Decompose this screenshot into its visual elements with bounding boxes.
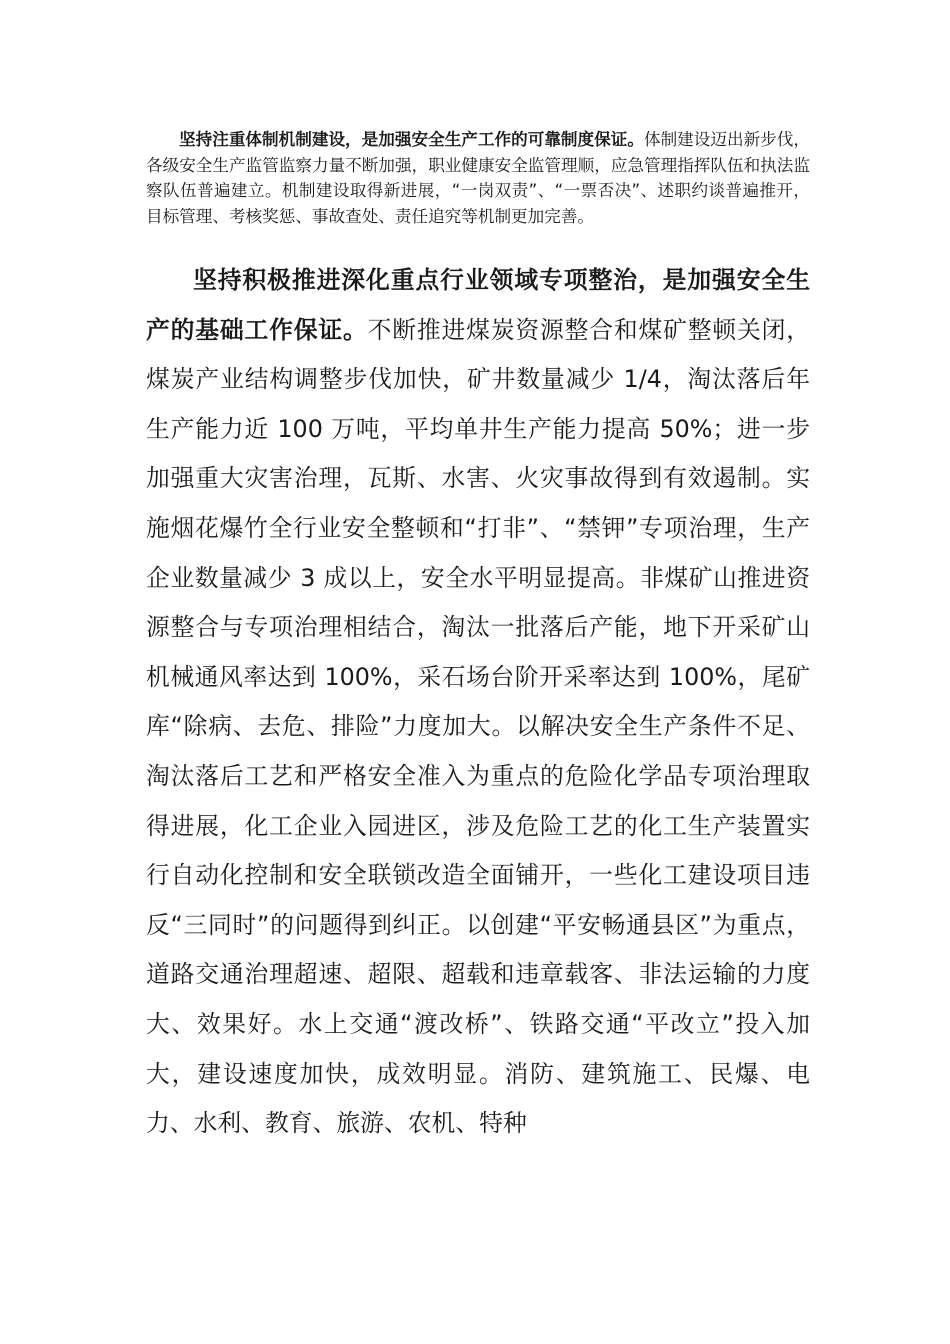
paragraph-institutional-mechanism [146, 127, 810, 229]
paragraph-body: 不断推进煤炭资源整合和煤矿整顿关闭，煤炭产业结构调整步伐加快，矿井数量减少 1/4，淘汰落后年生产能力近 100 万吨，平均单井生产能力提高 50%；进一步加强重大灾害治理，瓦斯、水害、火灾事故得到有效遏制。实施烟花爆竹全行业安全整顿和“打非”、“禁钾”专项治理，生产企业数量减少 3 成以上，安全水平明显提高。非煤矿山推进资源整合与专项治理相结合，淘汰一批落后产能，地下开采矿山机械通风率达到 100%，采石场台阶开采率达到 100%，尾矿库“除病、去危、排险”力度加大。以解决安全生产条件不足、淘汰落后工艺和严格安全准入为重点的危险化学品专项治理取得进展，化工企业入园进区，涉及危险工艺的化工生产装置实行自动化控制和安全联锁改造全面铺开，一些化工建设项目违反“三同时”的问题得到纠正。以创建“平安畅通县区”为重点，道路交通治理超速、超限、超载和违章载客、非法运输的力度大、效果好。水上交通“渡改桥”、铁路交通“平改立”投入加大，建设速度加快，成效明显。消防、建筑施工、民爆、电力、水利、教育、旅游、农机、特种 [146, 315, 810, 1138]
paragraph-lead-bold: 坚持注重体制机制建设，是加强安全生产工作的可靠制度保证。 [179, 130, 644, 149]
paragraph-body: 体制建设迈出新步伐，各级安全生产监管监察力量不断加强，职业健康安全监管理顺，应急管理指挥队伍和执法监察队伍普遍建立。机制建设取得新进展，“一岗双责”、“一票否决”、述职约谈普遍推开，目标管理、考核奖惩、事故查处、责任追究等机制更加完善。 [146, 130, 811, 226]
paragraph-special-rectification [146, 256, 810, 1149]
paragraph-lead-bold: 坚持积极推进深化重点行业领域专项整治，是加强安全生产的基础工作保证。 [146, 266, 810, 344]
